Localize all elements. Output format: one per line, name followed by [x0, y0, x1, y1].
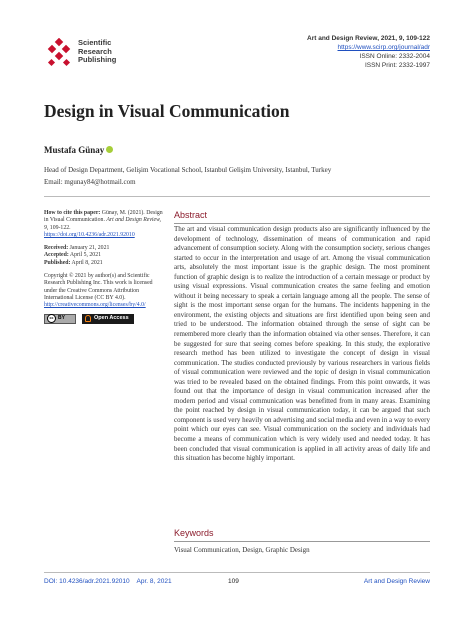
open-lock-icon — [85, 315, 91, 322]
author-affiliation: Head of Design Department, Gelişim Vocational School, Istanbul Gelişim University, Istanbul, Turkey — [44, 166, 332, 174]
journal-url-link[interactable]: https://www.scirp.org/journal/adr — [337, 44, 430, 51]
issn-online: ISSN Online: 2332-2004 — [359, 53, 430, 60]
doi-link[interactable]: https://doi.org/10.4236/adr.2021.92010 — [44, 231, 135, 238]
scirp-logo-icon — [44, 38, 74, 68]
journal-info — [230, 34, 430, 70]
article-title: Design in Visual Communication — [44, 101, 290, 121]
author-email: Email: mgunay84@hotmail.com — [44, 178, 136, 186]
cc-badge-label: BY — [58, 314, 65, 321]
cite-journal: Art and Design Review, 9, — [44, 217, 161, 231]
publisher-line-1: Scientific — [78, 38, 112, 47]
publisher-line-3: Publishing — [78, 55, 117, 65]
cite-pages: 109-122. — [48, 224, 71, 231]
page-number: 109 — [228, 578, 239, 585]
dates-block — [44, 245, 164, 267]
cite-label: How to cite this paper: — [44, 210, 101, 216]
article-sidebar — [44, 210, 164, 330]
citation-block — [44, 210, 164, 239]
author-name: Mustafa Günay — [44, 145, 105, 155]
copyright-text: Copyright © 2021 by author(s) and Scientific Research Publishing Inc. This work is licensed under the Creative Commons Attribution International License (CC BY 4.0). — [44, 273, 153, 301]
cc-by-badge[interactable] — [44, 314, 76, 324]
journal-citation: Art and Design Review, 2021, 9, 109-122 — [307, 35, 430, 42]
keywords-heading: Keywords — [174, 528, 214, 538]
header-divider — [44, 196, 430, 197]
publisher-name — [78, 39, 116, 65]
abstract-text: The art and visual communication design products also are significantly influenced by the development of technology, dissemination of means of communication and rapid advancement of consumption society. Along with the consumption society, serious changes started to occur in the interpretation and usage of art. Among the visual communication arts, absolutely the most important issue is the graphic design. The most prominent function of graphic design is to realize the introduction of a certain message or product by using visual expressions. Visual communication creates the same feeling and emotion without it being necessary to speak a certain language among all the people. The sense of sight is the most important sense organ for the humans. The incidents happening in the environment, the existing objects and situations are first identified upon being seen and tried to be understood. The information obtained through the sense of sight can be remembered more clearly than the information obtained via other senses. Therefore, it can be suggested for sure that seeing comes before speaking. In this study, the explorative research method has been utilized to investigate the concept of design in visual communication. The studies conducted previously by various researchers in various fields of visual communication were reviewed and the topic of design in visual communication was tried to be revealed based on the obtained findings. From this point onwards, it was found out that the importance of design in visual communication increased after the modern period and visual communication was benefitted from in many areas. Examining the point reached by design in visual communication today, it can be argued that such component is used very heavily on advertising and social media and even in a way to every point which our eyes can see. Visual communication on the society and individuals had become a means of communication which is very widely used and needed today. It has been concluded that visual communication is applied in all activity areas of daily life and this situation has become highly important. — [174, 225, 430, 463]
footer-journal[interactable]: Art and Design Review — [363, 578, 430, 585]
accepted-date: April 5, 2021 — [68, 252, 102, 259]
received-date: January 21, 2021 — [68, 245, 110, 252]
open-access-badge — [82, 314, 134, 324]
received-label: Received: — [44, 245, 69, 252]
creative-commons-icon: cc — [47, 314, 56, 323]
author-line — [44, 145, 113, 155]
license-badges — [44, 314, 164, 324]
published-label: Published: — [44, 259, 71, 266]
issn-print: ISSN Print: 2332-1997 — [364, 62, 430, 69]
orcid-icon[interactable] — [106, 146, 113, 153]
license-link[interactable]: http://creativecommons.org/licenses/by/4.0/ — [44, 302, 146, 309]
copyright-block — [44, 273, 164, 323]
footer-divider — [44, 572, 430, 573]
cite-text: Günay, M. (2021). Design in Visual Communication. — [44, 210, 163, 224]
publisher-line-2: Research — [78, 46, 112, 56]
publisher-logo — [44, 36, 128, 72]
footer-doi[interactable]: DOI: 10.4236/adr.2021.92010 Apr. 8, 2021 — [44, 578, 172, 585]
abstract-divider — [174, 223, 430, 224]
published-date: April 8, 2021 — [70, 259, 103, 266]
keywords-list: Visual Communication, Design, Graphic Design — [174, 546, 310, 554]
abstract-heading: Abstract — [174, 210, 208, 220]
open-access-label: Open Access — [94, 314, 129, 321]
keywords-divider — [174, 541, 430, 542]
accepted-label: Accepted: — [44, 252, 69, 259]
